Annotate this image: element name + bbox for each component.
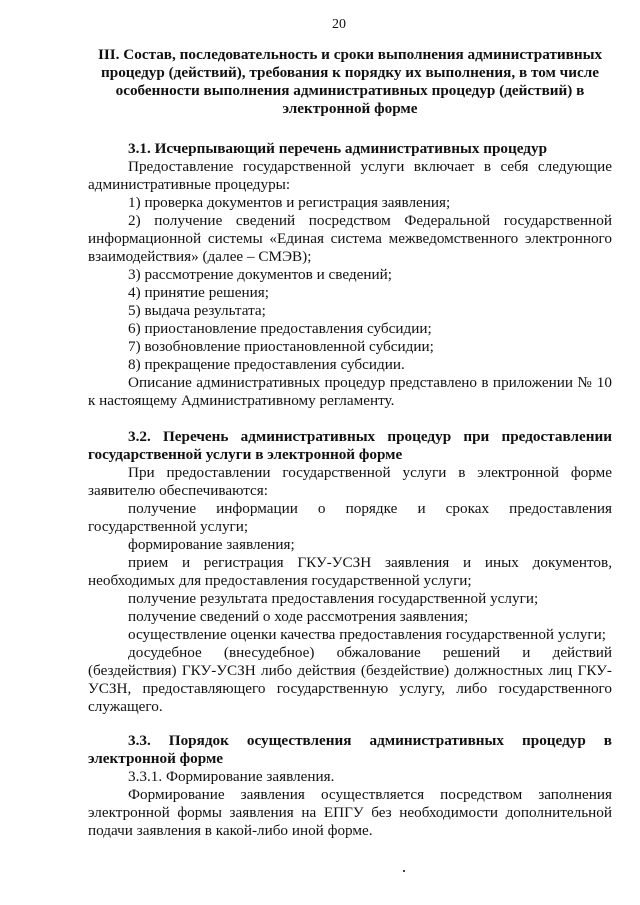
section-3-1-title: 3.1. Исчерпывающий перечень административных процедур [128,140,548,157]
list-item: 8) прекращение предоставления субсидии. [128,356,405,373]
page-number: 20 [332,17,346,32]
section-3-3-1-text: Формирование заявления осуществляется посредством заполнения электронной формы заявления на ЕПГУ без необходимости дополнительной подачи заявления в какой-либо иной форме. [88,786,612,839]
list-item: 7) возобновление приостановленной субсидии; [128,338,434,355]
list-item: 3) рассмотрение документов и сведений; [128,266,392,283]
list-item: 5) выдача результата; [128,302,266,319]
section-3-1-outro: Описание административных процедур представлено в приложении № 10 к настоящему Административному регламенту. [88,374,612,409]
list-item: 1) проверка документов и регистрация заявления; [128,194,451,211]
section-3-2-title: 3.2. Перечень административных процедур при предоставлении государственной услуги в электронной форме [88,428,612,463]
section-3-3-title: 3.3. Порядок осуществления административных процедур в электронной форме [88,732,612,767]
section-heading: III. Состав, последовательность и сроки выполнения административных процедур (действий), требования к порядку их выполнения, в том числе особенности выполнения административных процедур (действий) в электронной форме [97,46,603,117]
list-item: 4) принятие решения; [128,284,269,301]
section-3-2-intro: При предоставлении государственной услуги в электронной форме заявителю обеспечиваются: [88,464,612,499]
list-item: осуществление оценки качества предоставления государственной услуги; [128,626,606,643]
section-3-1-intro: Предоставление государственной услуги включает в себя следующие административные процедуры: [88,158,612,193]
list-item: 6) приостановление предоставления субсидии; [128,320,432,337]
scan-speck [403,870,405,872]
list-item: формирование заявления; [128,536,295,553]
list-item: получение информации о порядке и сроках предоставления государственной услуги; [88,500,612,535]
list-item: досудебное (внесудебное) обжалование решений и действий (бездействия) ГКУ-УСЗН либо действия (бездействие) должностных лиц ГКУ-УСЗН, предоставляющего государственную услугу, либо государственного служащего. [88,644,612,715]
section-3-3-1-title: 3.3.1. Формирование заявления. [128,768,335,785]
list-item: получение результата предоставления государственной услуги; [128,590,539,607]
list-item: получение сведений о ходе рассмотрения заявления; [128,608,469,625]
list-item: прием и регистрация ГКУ-УСЗН заявления и иных документов, необходимых для предоставления государственной услуги; [88,554,612,589]
list-item: 2) получение сведений посредством Федеральной государственной информационной системы «Единая система межведомственного электронного взаимодействия» (далее – СМЭВ); [88,212,612,265]
